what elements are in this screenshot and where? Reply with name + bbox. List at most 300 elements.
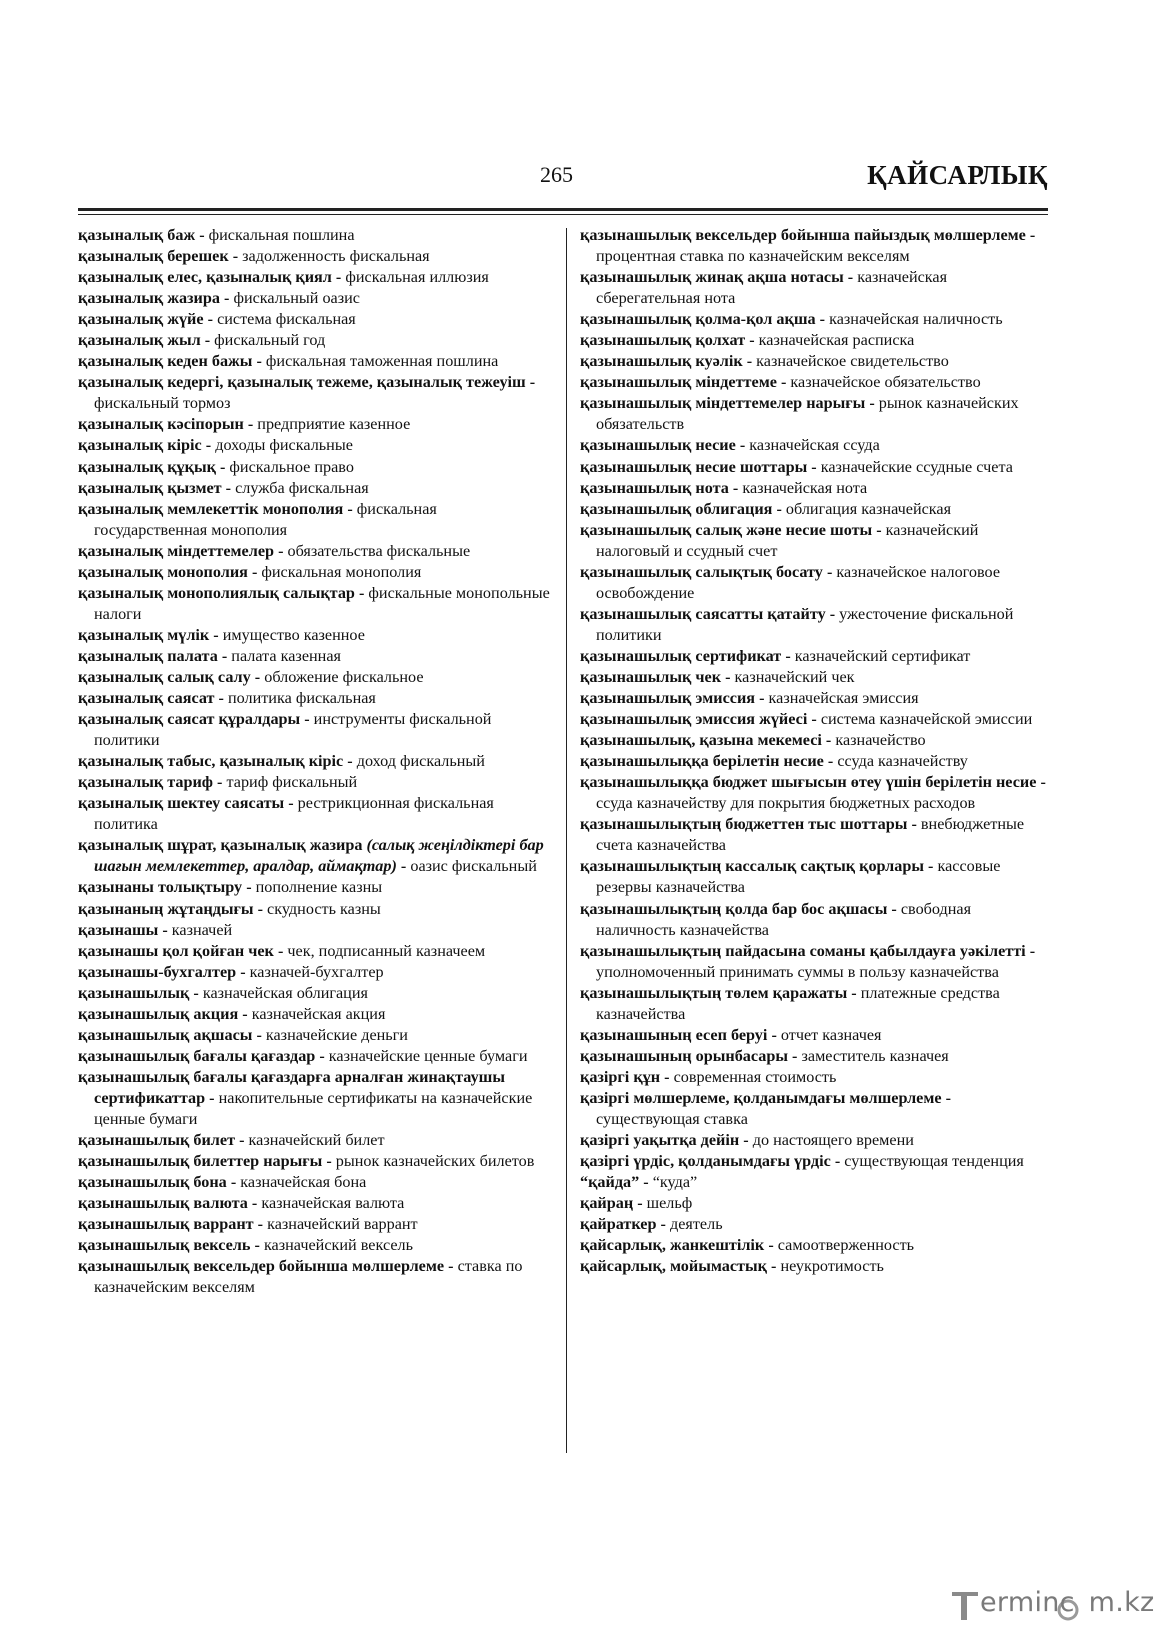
dictionary-entry [580, 730, 1050, 751]
entry-separator: - [195, 226, 209, 244]
dictionary-entry [580, 1172, 1050, 1193]
entry-term: қазіргі құн [580, 1067, 661, 1086]
entry-term: қазіргі үрдіс, қолданымдағы үрдіс [580, 1152, 831, 1171]
entry-translation: рестрикционная фискальная политика [94, 794, 494, 834]
dictionary-entry [78, 1214, 554, 1235]
entry-separator: - [923, 857, 938, 876]
entry-separator: - [205, 1088, 219, 1107]
entry-translation: служба фискальная [235, 478, 369, 497]
dictionary-entry [78, 1256, 554, 1298]
entry-term: қазыналық кеден бажы [78, 352, 253, 371]
entry-term: қазынашылық міндеттемелер нарығы [580, 394, 866, 413]
entry-separator: - [525, 373, 536, 392]
dictionary-entry [580, 772, 1050, 814]
entry-translation: платежные средства казначейства [596, 983, 1000, 1023]
dictionary-entry [580, 520, 1050, 562]
entry-term: қазыналық қызмет [78, 478, 222, 497]
entry-separator: - [247, 1194, 262, 1213]
entry-separator: - [907, 815, 921, 834]
entry-separator: - [331, 268, 346, 287]
dictionary-entry [78, 499, 554, 541]
entry-term: қазынашылық сертификат [580, 646, 782, 665]
entry-separator: - [396, 857, 411, 876]
entry-translation: казначейская облигация [202, 983, 368, 1002]
dictionary-entry [78, 941, 554, 962]
header-rule-thin [78, 214, 1048, 215]
entry-separator: - [322, 1152, 336, 1171]
entry-separator: - [830, 1152, 845, 1171]
entry-separator: - [887, 899, 901, 918]
entry-term: қазынаны толықтыру [78, 878, 243, 897]
entry-separator: - [742, 352, 757, 371]
entry-term: қазыналық елес, қазыналық қиял [78, 268, 332, 287]
entry-term: қазынашылық қолма-қол ақша [580, 310, 816, 329]
entry-translation: казначейские деньги [265, 1025, 408, 1044]
entry-separator: - [444, 1257, 458, 1276]
dictionary-entry [580, 478, 1050, 499]
entry-term: қазынашылық салықтық босату [580, 562, 823, 581]
dictionary-entry [580, 562, 1050, 604]
entry-separator: - [660, 1067, 674, 1086]
entry-translation: доходы фискальные [215, 436, 353, 455]
dictionary-column-left [78, 225, 554, 1298]
termincom-logo [950, 1583, 1155, 1627]
entry-translation: казначейский вексель [263, 1236, 413, 1255]
entry-term: қазынашылық саясатты қатайту [580, 604, 826, 623]
entry-term: қазынашылық облигация [580, 499, 773, 518]
entry-separator: - [236, 962, 250, 981]
entry-translation: казначейская эмиссия [768, 689, 919, 708]
entry-translation: казначейский варрант [267, 1215, 418, 1234]
entry-term: қазынашылыққа бюджет шығысын өтеу үшін берілетін несие [580, 773, 1037, 792]
entry-term: қазынашылық несие шоттары [580, 457, 808, 476]
entry-translation: фискальные монопольные налоги [94, 583, 550, 623]
dictionary-entry [78, 288, 554, 309]
entry-term: қазынашылық акция [78, 1004, 239, 1023]
page-heading: ҚАЙСАРЛЫҚ [867, 160, 1048, 190]
entry-separator: - [209, 625, 223, 644]
entry-term: қазыналық жыл [78, 331, 201, 350]
entry-separator: - [247, 562, 262, 581]
entry-translation: обязательства фискальные [287, 541, 471, 560]
entry-separator: - [238, 1004, 252, 1023]
entry-translation: ссуда казначейству [837, 752, 968, 771]
entry-term: қазыналық кәсіпорын [78, 415, 244, 434]
entry-translation: существующая тенденция [844, 1152, 1024, 1171]
entry-separator: - [274, 541, 288, 560]
entry-term: қазынашылыққа берілетін несие [580, 752, 824, 771]
entry-translation: казначей-бухгалтер [249, 962, 384, 981]
entry-term: қазыналық жазира [78, 289, 220, 308]
entry-term: қазыналық мүлік [78, 625, 210, 644]
entry-separator: - [941, 1088, 951, 1107]
dictionary-entry [580, 1193, 1050, 1214]
entry-separator: - [728, 478, 743, 497]
entry-separator: - [872, 520, 886, 539]
entry-separator: - [823, 752, 838, 771]
entry-term: қазынашылық нота [580, 478, 729, 497]
entry-term: қазыналық кіріс [78, 436, 202, 455]
entry-term: қазынашылық ақшасы [78, 1025, 253, 1044]
entry-term: қазыналық саясат [78, 689, 215, 708]
entry-term: қазынашылық [78, 983, 190, 1002]
entry-translation: тариф фискальный [226, 773, 358, 792]
entry-translation: казначейская бона [240, 1173, 367, 1192]
entry-term: қазынашылық вексель [78, 1236, 251, 1255]
entry-term: қазыналық баж [78, 226, 196, 244]
entry-separator: - [865, 394, 879, 413]
entry-translation: казначейская ссуда [749, 436, 880, 455]
dictionary-entry [580, 1067, 1050, 1088]
entry-separator: - [656, 1215, 670, 1234]
entry-separator: - [203, 310, 218, 329]
dictionary-entry [78, 835, 554, 877]
entry-separator: - [745, 331, 759, 350]
entry-term: қазыналық саясат құралдары [78, 710, 301, 729]
entry-translation: оазис фискальный [410, 857, 537, 876]
entry-translation: фискальная таможенная пошлина [265, 352, 499, 371]
dictionary-entry [78, 225, 554, 246]
dictionary-entry [78, 709, 554, 751]
entry-translation: предприятие казенное [257, 415, 411, 434]
entry-term: қайраткер [580, 1215, 657, 1234]
entry-translation: существующая ставка [596, 1109, 748, 1128]
entry-translation: доход фискальный [356, 752, 485, 771]
entry-translation: казначейский чек [734, 667, 855, 686]
dictionary-entry [78, 1193, 554, 1214]
entry-separator: - [242, 878, 256, 897]
dictionary-entry [78, 1172, 554, 1193]
entry-translation: фискальная монополия [261, 562, 422, 581]
entry-translation: казначейская нота [742, 478, 868, 497]
entry-separator: - [772, 499, 786, 518]
entry-term: қазынашылық вексельдер бойынша мөлшерлеме [78, 1257, 445, 1276]
dictionary-entry [580, 1235, 1050, 1256]
entry-separator: - [200, 331, 215, 350]
entry-separator: - [766, 1257, 781, 1276]
entry-translation: казначейский сертификат [794, 646, 971, 665]
entry-translation: система казначейской эмиссии [820, 710, 1033, 729]
entry-translation: пополнение казны [255, 878, 383, 897]
entry-separator: - [788, 1046, 802, 1065]
entry-separator: - [250, 667, 265, 686]
entry-term: қазынашы-бухгалтер [78, 962, 237, 981]
entry-separator: - [735, 436, 750, 455]
entry-translation: казначейская валюта [261, 1194, 405, 1213]
dictionary-entry [78, 983, 554, 1004]
dictionary-entry [580, 1046, 1050, 1067]
dictionary-entry [580, 814, 1050, 856]
entry-translation: до настоящего времени [752, 1131, 914, 1150]
entry-separator: - [300, 710, 314, 729]
dictionary-entry [580, 1151, 1050, 1172]
dictionary-entry [580, 1025, 1050, 1046]
entry-separator: - [252, 1025, 266, 1044]
entry-term: қазынаның жұтаңдығы [78, 899, 254, 918]
entry-translation: система фискальная [217, 310, 356, 329]
dictionary-entry [580, 983, 1050, 1025]
entry-term: қазынашылық несие [580, 436, 736, 455]
dictionary-entry [78, 667, 554, 688]
entry-translation: казначейская расписка [758, 331, 915, 350]
entry-translation: фискальная пошлина [208, 226, 355, 244]
entry-term: қазынашылық міндеттеме [580, 373, 777, 392]
entry-term: қазынашылық қолхат [580, 331, 746, 350]
dictionary-entry [78, 1067, 554, 1130]
dictionary-entry [78, 646, 554, 667]
dictionary-entry [580, 309, 1050, 330]
entry-term: қазынашылық чек [580, 667, 722, 686]
entry-term: қазынашылық, қазына мекемесі [580, 731, 822, 750]
entry-term: қайсарлық, жанкештілік [580, 1236, 765, 1255]
dictionary-entry [580, 499, 1050, 520]
entry-translation: казначейская сберегательная нота [596, 268, 948, 308]
dictionary-entry [78, 562, 554, 583]
entry-term: қазыналық табыс, қазыналық кіріс [78, 752, 344, 771]
entry-term: қазыналық палата [78, 646, 218, 665]
entry-separator: - [189, 983, 203, 1002]
entry-term: қазынашылық бағалы қағаздарға арналған жинақтаушы сертификаттар [78, 1067, 505, 1107]
entry-separator: - [235, 1131, 249, 1150]
dictionary-entry [78, 457, 554, 478]
dictionary-entry [78, 1025, 554, 1046]
entry-separator: - [764, 1236, 778, 1255]
dictionary-entry [580, 1130, 1050, 1151]
entry-term: қазыналық шектеу саясаты [78, 794, 285, 813]
entry-translation: фискальное право [229, 457, 354, 476]
entry-separator: - [721, 667, 735, 686]
entry-separator: - [807, 710, 821, 729]
entry-term: қазынашылық куәлік [580, 352, 743, 371]
entry-term: қазыналық салық салу [78, 667, 251, 686]
entry-translation: казначейский налоговый и ссудный счет [596, 520, 979, 560]
entry-separator: - [214, 689, 228, 708]
entry-term: қазынашылық эмиссия [580, 689, 756, 708]
entry-separator: - [822, 562, 837, 581]
entry-term: қазынашы қол қойған чек [78, 941, 274, 960]
entry-translation: шельф [646, 1194, 693, 1213]
entry-separator: - [807, 457, 821, 476]
dictionary-entry [580, 709, 1050, 730]
entry-term: қазынашының орынбасары [580, 1046, 788, 1065]
entry-separator: - [776, 373, 791, 392]
entry-translation: инструменты фискальной политики [94, 710, 492, 750]
entry-translation: казначейство [835, 731, 926, 750]
entry-separator: - [315, 1046, 329, 1065]
entry-separator: - [815, 310, 830, 329]
entry-term: қазыналық монополиялық салықтар [78, 583, 355, 602]
entry-term: қазынашы [78, 920, 159, 939]
entry-term: қазынашылықтың қолда бар бос ақшасы [580, 899, 888, 918]
dictionary-entry [78, 1004, 554, 1025]
entry-separator: - [343, 499, 357, 518]
dictionary-entry [580, 899, 1050, 941]
entry-translation: рынок казначейских обязательств [596, 394, 1019, 434]
entry-term: қазынашылық эмиссия жүйесі [580, 710, 808, 729]
logo-text-visible: erminc m.kz [980, 1587, 1155, 1618]
entry-translation: имущество казенное [222, 625, 365, 644]
page-number: 265 [540, 162, 573, 187]
entry-translation: рынок казначейских билетов [335, 1152, 535, 1171]
entry-term: қазынашылықтың пайдасына соманы қабылдауға уәкілетті [580, 941, 1026, 960]
dictionary-entry [78, 267, 554, 288]
entry-translation: чек, подписанный казначеем [287, 941, 486, 960]
entry-term: қазыналық міндеттемелер [78, 541, 275, 560]
entry-term: қазіргі мөлшерлеме, қолданымдағы мөлшерлеме [580, 1088, 942, 1107]
dictionary-entry [78, 435, 554, 456]
dictionary-entry [78, 541, 554, 562]
entry-translation: обложение фискальное [264, 667, 424, 686]
entry-term: қазыналық кедергі, қазыналық тежеме, қазыналық тежеуіш [78, 373, 526, 392]
entry-separator: - [284, 794, 298, 813]
entry-translation: фискальный год [214, 331, 326, 350]
entry-term: қазынашылық билет [78, 1131, 236, 1150]
dictionary-entry [580, 435, 1050, 456]
entry-translation: казначейская акция [251, 1004, 386, 1023]
dictionary-entry [580, 688, 1050, 709]
entry-term: қазынашылық жинақ ақша нотасы [580, 268, 844, 287]
entry-term: қазынашылық вексельдер бойынша пайыздық мөлшерлеме [580, 226, 1026, 244]
entry-translation: заместитель казначея [801, 1046, 949, 1065]
entry-term: “қайда” [580, 1173, 640, 1192]
entry-term: қазыналық құқық [78, 457, 216, 476]
dictionary-entry [580, 856, 1050, 898]
entry-translation: задолженность фискальная [242, 247, 430, 266]
entry-term: қазынашылық билеттер нарығы [78, 1152, 323, 1171]
entry-separator: - [215, 457, 230, 476]
entry-separator: - [221, 478, 236, 497]
entry-translation: ссуда казначейству для покрытия бюджетных расходов [596, 794, 976, 813]
entry-term: қазыналық берешек [78, 247, 229, 266]
entry-separator: - [843, 268, 858, 287]
header-rule-thick [78, 208, 1048, 211]
entry-separator: - [755, 689, 769, 708]
entry-separator: - [847, 983, 861, 1002]
dictionary-entry [78, 478, 554, 499]
entry-separator: - [821, 731, 836, 750]
entry-separator: - [217, 646, 232, 665]
entry-translation: деятель [669, 1215, 723, 1234]
entry-term: қазынашылық салық және несие шоты [580, 520, 873, 539]
entry-translation: казначейское обязательство [790, 373, 981, 392]
entry-separator: - [226, 1173, 241, 1192]
entry-term: қазынашының есеп беруі [580, 1025, 768, 1044]
column-divider [566, 228, 567, 1453]
entry-term: қазіргі уақытқа дейін [580, 1131, 740, 1150]
entry-translation: кассовые резервы казначейства [596, 857, 1001, 897]
dictionary-entry [580, 393, 1050, 435]
entry-term: қазынашылық валюта [78, 1194, 248, 1213]
entry-separator: - [825, 604, 840, 623]
dictionary-entry [78, 414, 554, 435]
entry-translation: фискальная иллюзия [345, 268, 489, 287]
entry-term: қазыналық шұрат, қазыналық жазира [78, 836, 363, 855]
entry-translation: фискальный оазис [233, 289, 360, 308]
entry-separator: - [633, 1194, 647, 1213]
entry-separator: - [1036, 773, 1046, 792]
entry-translation: “куда” [652, 1173, 698, 1192]
entry-separator: - [739, 1131, 753, 1150]
entry-translation: скудность казны [267, 899, 381, 918]
dictionary-entry [78, 751, 554, 772]
dictionary-entry [78, 309, 554, 330]
entry-separator: - [250, 1236, 264, 1255]
entry-translation: ставка по казначейским векселям [94, 1257, 523, 1297]
dictionary-entry [580, 1214, 1050, 1235]
dictionary-entry [580, 646, 1050, 667]
entry-term: қазыналық тариф [78, 773, 213, 792]
dictionary-entry [580, 225, 1050, 267]
dictionary-entry [78, 1151, 554, 1172]
entry-translation: отчет казначея [780, 1025, 882, 1044]
entry-translation: казначейские ценные бумаги [328, 1046, 528, 1065]
dictionary-entry [78, 793, 554, 835]
entry-separator: - [781, 646, 795, 665]
dictionary-entry [580, 1088, 1050, 1130]
entry-translation: внебюджетные счета казначейства [596, 815, 1025, 855]
dictionary-entry [78, 1130, 554, 1151]
entry-term: қайраң [580, 1194, 634, 1213]
dictionary-entry [78, 772, 554, 793]
entry-translation: казначей [171, 920, 233, 939]
entry-translation: облигация казначейская [785, 499, 952, 518]
dictionary-entry [580, 351, 1050, 372]
entry-separator: - [243, 415, 258, 434]
entry-translation: палата казенная [231, 646, 341, 665]
dictionary-entry [580, 667, 1050, 688]
dictionary-entry [78, 899, 554, 920]
entry-separator: - [639, 1173, 653, 1192]
entry-term: қазынашылықтың кассалық сақтық қорлары [580, 857, 924, 876]
entry-separator: - [1025, 941, 1036, 960]
dictionary-entry [78, 372, 554, 414]
dictionary-entry [580, 457, 1050, 478]
entry-translation: казначейский билет [248, 1131, 385, 1150]
dictionary-entry [78, 688, 554, 709]
entry-separator: - [201, 436, 216, 455]
entry-separator: - [253, 1215, 268, 1234]
entry-translation: политика фискальная [227, 689, 376, 708]
entry-separator: - [1025, 226, 1036, 244]
entry-translation: самоотверженность [777, 1236, 915, 1255]
dictionary-entry [78, 877, 554, 898]
dictionary-entry [78, 246, 554, 267]
entry-translation: современная стоимость [673, 1067, 837, 1086]
entry-separator: - [767, 1025, 781, 1044]
dictionary-entry [78, 1235, 554, 1256]
entry-term: қазынашылық бона [78, 1173, 227, 1192]
dictionary-entry [78, 1046, 554, 1067]
entry-separator: - [158, 920, 172, 939]
dictionary-entry [78, 351, 554, 372]
entry-translation: свободная наличность казначейства [596, 899, 972, 939]
dictionary-entry [78, 625, 554, 646]
entry-term: қазынашылықтың төлем қаражаты [580, 983, 848, 1002]
entry-separator: - [219, 289, 234, 308]
entry-note: (салық жеңілдіктері бар шағын мемлекеттер, аралдар, аймақтар) [94, 836, 544, 876]
entry-translation: казначейское свидетельство [756, 352, 949, 371]
entry-term: қазыналық монополия [78, 562, 248, 581]
dictionary-entry [78, 962, 554, 983]
dictionary-entry [580, 267, 1050, 309]
entry-separator: - [213, 773, 227, 792]
entry-term: қазыналық жүйе [78, 310, 204, 329]
dictionary-entry [580, 330, 1050, 351]
entry-separator: - [354, 583, 369, 602]
entry-term: қазынашылықтың бюджеттен тыс шоттары [580, 815, 908, 834]
dictionary-column-right [580, 225, 1050, 1277]
entry-term: қазынашылық варрант [78, 1215, 254, 1234]
